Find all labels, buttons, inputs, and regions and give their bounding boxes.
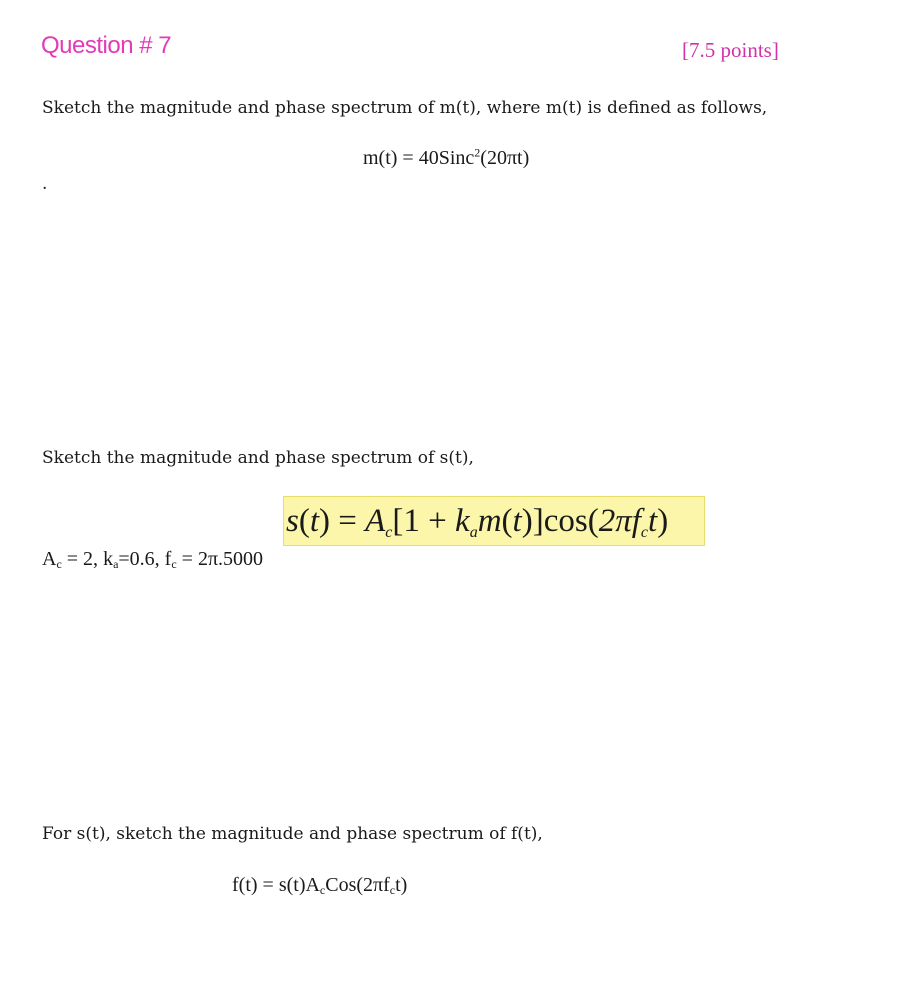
m-equation-lhs: m(t) = 40Sinc xyxy=(363,147,475,169)
s-symbol: s xyxy=(286,503,299,539)
k-symbol: k xyxy=(455,503,470,539)
two-pi: 2π xyxy=(598,503,632,539)
param-f-sub: c xyxy=(171,557,177,571)
part3-prompt: For s(t), sketch the magnitude and phase spectrum of f(t), xyxy=(42,824,543,844)
s-equation xyxy=(286,496,668,546)
param-f-label: f xyxy=(164,548,172,570)
part2-prompt: Sketch the magnitude and phase spectrum of s(t), xyxy=(42,448,474,468)
t-symbol: t xyxy=(309,503,320,539)
paren: ) xyxy=(521,503,533,539)
question-title: Question # 7 xyxy=(41,32,172,59)
f-equation-c: t) xyxy=(395,874,408,896)
k-subscript: a xyxy=(469,524,478,541)
a-subscript: c xyxy=(385,524,393,541)
bracket-open: [ xyxy=(392,503,404,539)
f-subscript: c xyxy=(640,524,649,541)
one-plus: 1 + xyxy=(403,503,456,539)
points-label: [7.5 points] xyxy=(682,38,779,62)
t-symbol: t xyxy=(648,503,658,539)
param-f-value: = 2π.5000 xyxy=(176,548,264,570)
m-equation xyxy=(363,147,529,170)
paren: ( xyxy=(587,503,599,539)
param-a-value: = 2, xyxy=(61,548,104,570)
stray-mark: . xyxy=(42,174,48,194)
paren: ) xyxy=(657,503,669,539)
bracket-close: ] xyxy=(532,503,544,539)
t-symbol: t xyxy=(512,503,522,539)
param-k-label: k xyxy=(103,548,114,570)
f-equation-a: f(t) = s(t)A xyxy=(232,874,320,896)
m-equation-exponent: 2 xyxy=(474,145,481,160)
f-symbol: f xyxy=(631,503,641,539)
param-k-value: =0.6, xyxy=(118,548,165,570)
m-symbol: m xyxy=(477,503,502,539)
equals: ) = xyxy=(319,503,366,539)
f-equation-b-sub: c xyxy=(389,883,396,897)
param-a-label: A xyxy=(42,548,57,570)
paren: ( xyxy=(298,503,310,539)
a-symbol: A xyxy=(365,503,386,539)
f-equation-a-sub: c xyxy=(319,883,326,897)
part1-prompt: Sketch the magnitude and phase spectrum of m(t), where m(t) is defined as follows, xyxy=(42,98,768,118)
parameters xyxy=(42,548,263,571)
param-k-sub: a xyxy=(113,557,119,571)
cos-function: cos xyxy=(543,503,588,539)
f-equation-b: Cos(2πf xyxy=(325,874,390,896)
m-equation-rhs: (20πt) xyxy=(480,147,530,169)
f-equation xyxy=(232,874,407,897)
param-a-sub: c xyxy=(56,557,62,571)
paren: ( xyxy=(501,503,513,539)
